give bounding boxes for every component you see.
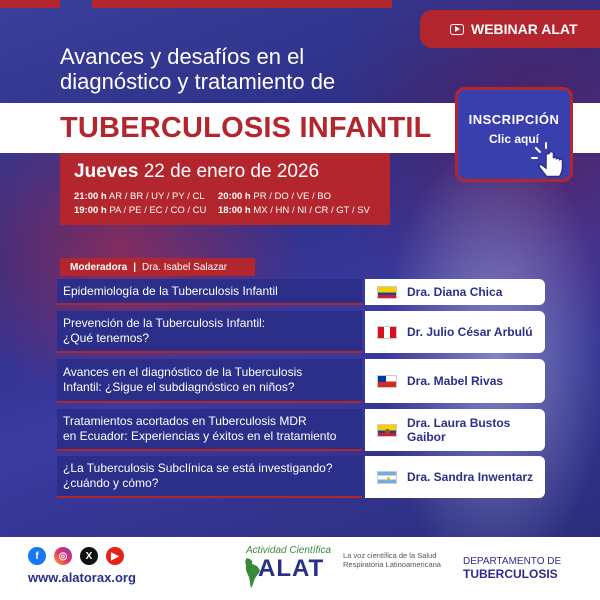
speaker-name: Dra. Mabel Rivas (407, 374, 504, 388)
talk-topic: Epidemiología de la Tuberculosis Infantil (57, 279, 362, 305)
talk-speaker (365, 279, 545, 305)
x-icon[interactable]: X (80, 547, 98, 565)
title-line-2: diagnóstico y tratamiento de (60, 69, 336, 94)
separator: | (133, 261, 137, 273)
talk-speaker (365, 311, 545, 353)
department-line-2: TUBERCULOSIS (463, 567, 558, 581)
webinar-badge (420, 10, 600, 48)
moderator-label: Moderadora (70, 261, 128, 273)
alat-logo (236, 545, 346, 593)
speaker-name: Dr. Julio César Arbulú (407, 325, 533, 339)
pointer-hand-icon (528, 140, 572, 184)
schedule-item: 21:00 h AR / BR / UY / PY / CL (74, 191, 205, 202)
event-date-rest: 22 de enero de 2026 (138, 161, 320, 182)
website-link[interactable]: www.alatorax.org (28, 570, 136, 585)
facebook-icon[interactable]: f (28, 547, 46, 565)
decorative-stripe (0, 0, 60, 8)
event-day: Jueves (74, 161, 139, 182)
talk-topic: Tratamientos acortados en Tuberculosis MDR en Ecuador: Experiencias y éxitos en el tratamiento (57, 409, 362, 451)
social-links (28, 547, 124, 565)
title-line-1: Avances y desafíos en el (60, 44, 305, 69)
department-label (463, 555, 561, 581)
alat-tagline: La voz científica de la Salud Respiratoria Latinoamericana (343, 551, 441, 569)
chile-flag-icon (377, 375, 397, 388)
youtube-icon[interactable]: ▶ (106, 547, 124, 565)
webinar-badge-label: WEBINAR ALAT (471, 21, 578, 37)
peru-flag-icon (377, 326, 397, 339)
talk-speaker (365, 409, 545, 451)
footer (0, 537, 600, 600)
speaker-name: Dra. Diana Chica (407, 285, 503, 299)
moderator-name: Dra. Isabel Salazar (142, 261, 228, 273)
page-title: TUBERCULOSIS INFANTIL (60, 112, 432, 144)
decorative-stripe (92, 0, 392, 8)
inscripcion-sub: Clic aquí (488, 132, 539, 146)
title-intro (60, 44, 400, 94)
talk-topic: Avances en el diagnóstico de la Tuberculosis Infantil: ¿Sigue el subdiagnóstico en niños? (57, 359, 362, 403)
alat-activity-label: Actividad Científica (246, 545, 332, 556)
talk-speaker (365, 456, 545, 498)
inscripcion-label: INSCRIPCIÓN (468, 112, 560, 127)
colombia-flag-icon (377, 286, 397, 299)
talk-speaker (365, 359, 545, 403)
department-line-1: DEPARTAMENTO DE (463, 556, 562, 567)
alat-name: ALAT (258, 555, 325, 582)
talk-topic: ¿La Tuberculosis Subclínica se está investigando? ¿cuándo y cómo? (57, 456, 362, 498)
talk-topic: Prevención de la Tuberculosis Infantil: ¿Qué tenemos? (57, 311, 362, 353)
instagram-icon[interactable]: ◎ (54, 547, 72, 565)
speaker-name: Dra. Laura Bustos Gaibor (407, 416, 511, 444)
schedule-item: 20:00 h PR / DO / VE / BO (218, 191, 331, 202)
schedule-item: 19:00 h PA / PE / EC / CO / CU (74, 205, 207, 216)
argentina-flag-icon (377, 471, 397, 484)
play-icon (450, 24, 464, 35)
moderator-bar (60, 258, 255, 276)
speaker-name: Dra. Sandra Inwentarz (407, 470, 534, 484)
date-box (60, 153, 390, 225)
schedule-item: 18:00 h MX / HN / NI / CR / GT / SV (218, 205, 370, 216)
event-date (74, 161, 319, 183)
ecuador-flag-icon (377, 424, 397, 437)
